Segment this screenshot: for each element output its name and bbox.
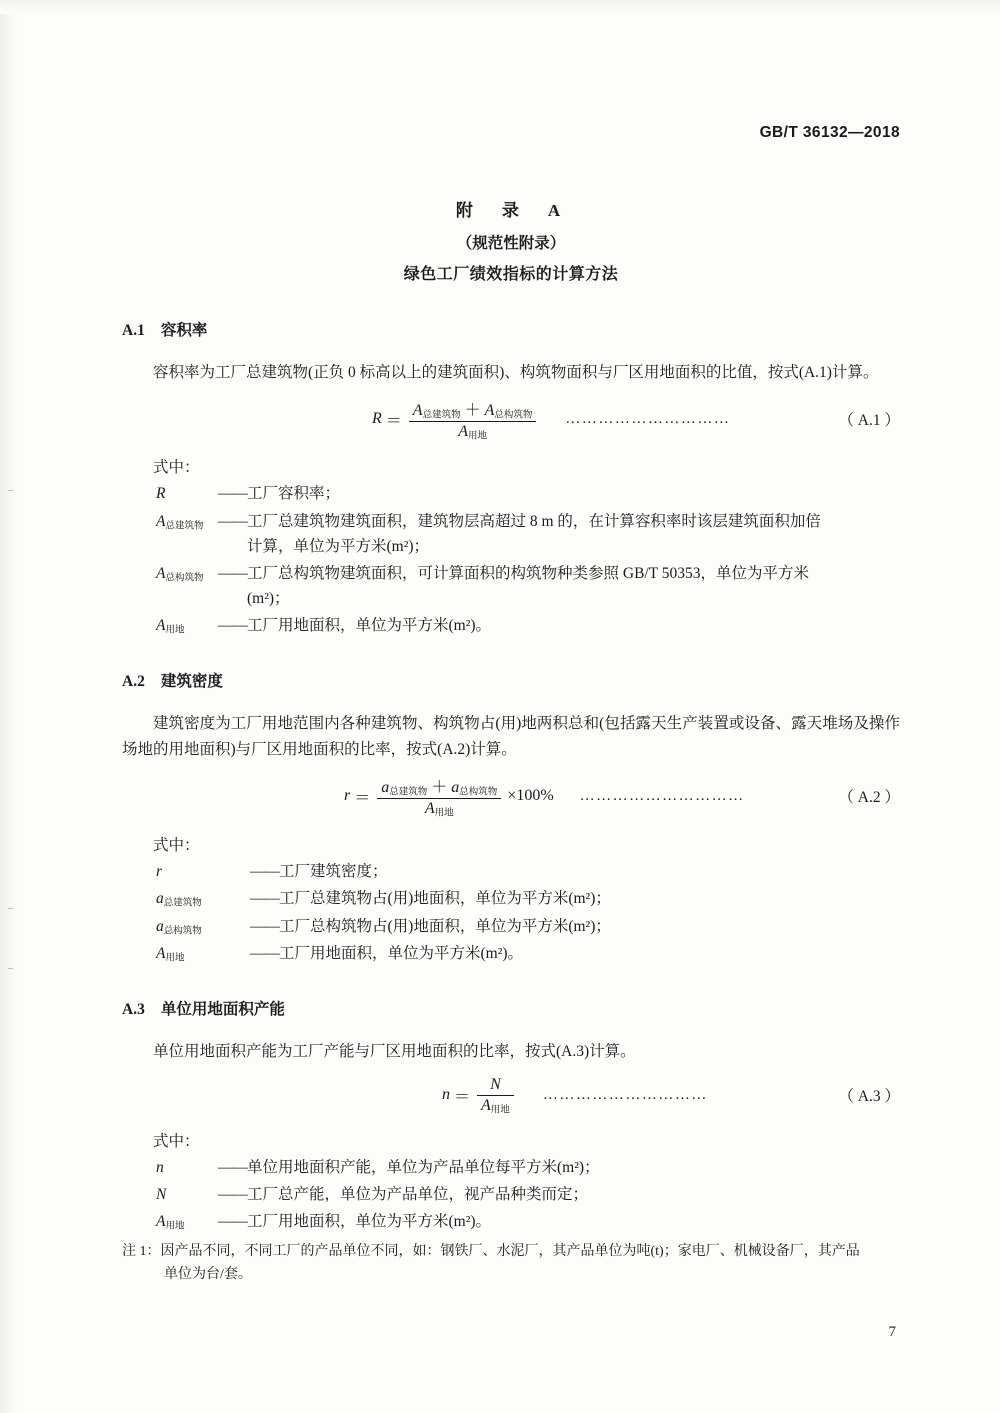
formula-a1-lhs: R	[372, 410, 382, 428]
section-a2-definitions	[122, 859, 900, 967]
page-number: 7	[888, 1324, 896, 1340]
section-number-a3: A.3	[122, 1001, 145, 1019]
formula-a1-operator: ＋	[464, 401, 481, 419]
section-heading-a3	[122, 997, 900, 1019]
definition-text: 工厂用地面积，单位为平方米(m²)。	[247, 616, 492, 634]
formula-a2-lhs: r	[344, 787, 351, 805]
formula-a1-num-a: A	[412, 401, 423, 419]
formula-a2-leader-dots: …………………………	[579, 787, 745, 804]
definition-text: 工厂总构筑物建筑面积，可计算面积的构筑物种类参照 GB/T 50353，单位为平方米 (m²)；	[247, 564, 810, 607]
formula-a3-num: N	[490, 1075, 501, 1093]
annex-title: 附 录 A	[455, 201, 567, 220]
definition-text: 工厂总建筑物建筑面积，建筑物层高超过 8 m 的，在计算容积率时该层建筑面积加倍 计算，单位为平方米(m²)；	[247, 512, 821, 555]
formula-a3-fraction	[477, 1076, 514, 1115]
formula-a1-fraction	[409, 397, 537, 442]
scan-artifact-mark	[8, 490, 13, 491]
definition-dash: ——	[218, 1186, 247, 1204]
definition-symbol: $A_{用地}$	[156, 616, 185, 636]
section-a3-note	[122, 1241, 900, 1286]
section-a2-paragraph: 建筑密度为工厂用地范围内各种建筑物、构筑物占(用)地两积总和(包括露天生产装置或设备、露天堆场及操作场地的用地面积)与厂区用地面积的比率，按式(A.2)计算。	[122, 714, 900, 759]
note-text-continued: 单位为台/套。	[164, 1266, 252, 1282]
definition-symbol: $A_{总建筑物}$	[156, 512, 204, 531]
formula-a2-num-b: a	[451, 779, 460, 797]
formula-a1: R ＝ $\frac{A_{总建筑物} + A_{总构筑物}}{A_{用地}}$	[372, 397, 539, 442]
definition-row	[122, 1155, 900, 1180]
document-body	[122, 196, 900, 1286]
section-a1-paragraph: 容积率为工厂总建筑物(正负 0 标高以上的建筑面积)、构筑物面积与厂区用地面积的比值，按式(A.1)计算。	[153, 364, 879, 381]
formula-a3-number: （ A.3 ）	[838, 1088, 900, 1106]
definition-symbol: $a_{总建筑物}$	[156, 889, 202, 909]
formula-a2-number: （ A.2 ）	[838, 789, 900, 807]
definition-text: 工厂用地面积，单位为平方米(m²)。	[279, 945, 524, 963]
definition-text: 工厂总建筑物占(用)地面积，单位为平方米(m²)；	[279, 889, 611, 907]
formula-a3-leader-dots: …………………………	[542, 1086, 708, 1103]
definition-row	[122, 886, 900, 912]
definition-dash: ——	[250, 917, 279, 935]
section-a3-paragraph: 单位用地面积产能为工厂产能与厂区用地面积的比率，按式(A.3)计算。	[153, 1043, 636, 1061]
section-number-a1: A.1	[122, 322, 145, 339]
definition-dash: ——	[218, 512, 247, 530]
formula-a1-num-b-sub: 总构筑物	[494, 410, 533, 421]
definition-symbol: $a_{总构筑物}$	[156, 917, 202, 936]
definition-symbol: R	[156, 485, 166, 503]
section-a2-shizhong: 式中：	[153, 836, 200, 854]
definition-row	[122, 509, 900, 559]
scan-artifact-mark	[8, 908, 13, 909]
definition-dash: ——	[218, 564, 247, 582]
formula-a2-num-b-sub: 总构筑物	[459, 787, 498, 798]
definition-text: 工厂用地面积，单位为平方米(m²)。	[247, 1213, 492, 1231]
formula-a3-lhs: n	[442, 1086, 450, 1104]
page-left-edge-shading	[0, 0, 18, 1413]
definition-row	[122, 613, 900, 639]
section-a3-shizhong: 式中：	[153, 1133, 200, 1151]
section-title-a1: 容积率	[160, 322, 208, 339]
formula-a2-tail: ×100%	[507, 787, 554, 805]
formula-a1-num-b: A	[484, 401, 495, 419]
formula-a3-den: A	[481, 1096, 491, 1114]
note-text: 因产品不同，不同工厂的产品单位不同，如：钢铁厂、水泥厂，其产品单位为吨(t)；家电厂、机械设备厂，其产品	[160, 1244, 860, 1260]
section-title-a2: 建筑密度	[160, 672, 223, 690]
section-heading-a2	[122, 669, 900, 691]
formula-a1-num-a-sub: 总建筑物	[422, 410, 461, 421]
section-a3-definitions	[122, 1155, 900, 1235]
section-a1-definitions	[122, 481, 900, 638]
formula-a1-den: A	[458, 423, 468, 441]
definition-dash: ——	[218, 616, 247, 634]
section-title-a3: 单位用地面积产能	[160, 1001, 285, 1019]
definition-row	[122, 859, 900, 884]
definition-text: 工厂建筑密度；	[279, 862, 388, 880]
scan-artifact-mark	[8, 968, 13, 969]
definition-symbol: $A_{用地}$	[156, 945, 185, 964]
formula-a1-leader-dots: …………………………	[565, 410, 731, 427]
section-number-a2: A.2	[122, 672, 145, 690]
definition-symbol: N	[156, 1186, 167, 1204]
definition-symbol: $A_{用地}$	[156, 1213, 185, 1232]
formula-a2-num-a-sub: 总建筑物	[389, 787, 428, 798]
definition-row	[122, 1182, 900, 1207]
formula-a2-fraction	[377, 774, 501, 819]
definition-text: 单位用地面积产能，单位为产品单位每平方米(m²)；	[247, 1159, 600, 1177]
definition-row	[122, 1209, 900, 1235]
formula-a1-den-sub: 用地	[467, 431, 487, 442]
definition-symbol: r	[156, 862, 163, 880]
formula-a3-row	[122, 1076, 900, 1115]
formula-a2-den: A	[424, 800, 435, 818]
definition-row	[122, 561, 900, 611]
definition-dash: ——	[250, 862, 279, 880]
formula-a3-den-sub: 用地	[490, 1105, 510, 1116]
section-heading-a1	[122, 318, 900, 340]
definition-text: 工厂总产能，单位为产品单位，视产品种类而定；	[247, 1186, 589, 1204]
page-header-standard-number: GB/T 36132—2018	[759, 124, 900, 141]
formula-a2-num-a: a	[381, 779, 390, 797]
note-label: 注 1：	[122, 1244, 161, 1260]
definition-dash: ——	[218, 1213, 247, 1231]
definition-row	[122, 481, 900, 506]
definition-dash: ——	[218, 1159, 247, 1177]
definition-dash: ——	[218, 485, 247, 503]
definition-row	[122, 914, 900, 940]
formula-a2-row	[122, 774, 900, 819]
definition-text: 工厂总构筑物占(用)地面积，单位为平方米(m²)；	[279, 917, 611, 935]
annex-subtitle: （规范性附录）	[456, 235, 566, 252]
formula-a2: r ＝ $\frac{a_{总建筑物} + a_{总构筑物}}{A_{用地}}$ ×100%	[344, 774, 554, 819]
formula-a1-row	[122, 397, 900, 442]
definition-dash: ——	[250, 889, 279, 907]
formula-a2-operator: ＋	[431, 779, 448, 797]
page-top-edge-shading	[0, 0, 1000, 14]
formula-a3: n ＝ $\frac{N}{A_{用地}}$	[442, 1076, 517, 1115]
definition-row	[122, 941, 900, 967]
formula-a2-den-sub: 用地	[434, 808, 454, 819]
definition-symbol: n	[156, 1159, 164, 1177]
annex-name: 绿色工厂绩效指标的计算方法	[403, 266, 619, 283]
definition-symbol: $A_{总构筑物}$	[156, 564, 204, 584]
formula-a1-number: （ A.1 ）	[838, 412, 900, 430]
section-a1-shizhong: 式中：	[153, 459, 200, 477]
definition-dash: ——	[250, 945, 279, 963]
definition-text: 工厂容积率；	[247, 485, 341, 503]
